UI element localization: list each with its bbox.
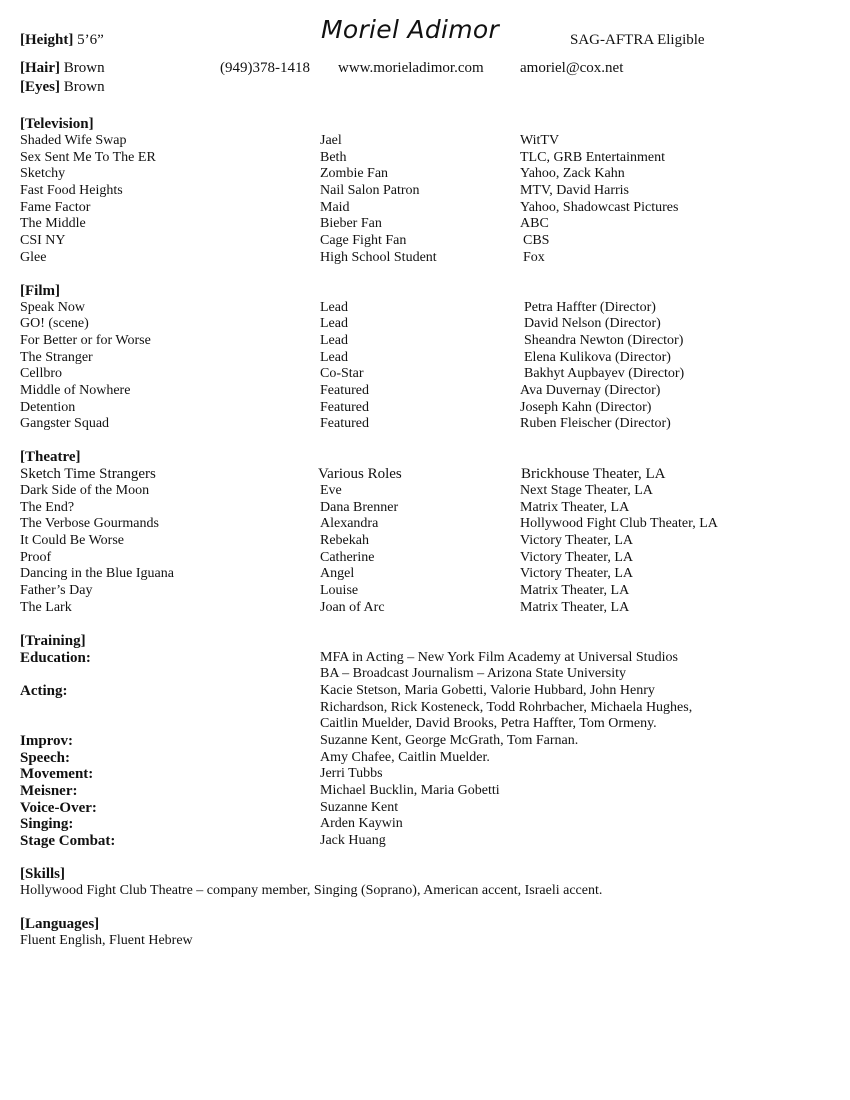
credit-title: Dark Side of the Moon — [20, 483, 150, 498]
section-title-theatre: [Theatre] — [20, 449, 81, 465]
credit-role: Lead — [320, 316, 348, 331]
credit-role: Maid — [320, 200, 350, 215]
credit-row — [0, 300, 850, 317]
credit-company: Bakhyt Aupbayev (Director) — [524, 366, 685, 381]
credit-row — [0, 583, 850, 600]
credit-row — [0, 566, 850, 583]
credit-company: Next Stage Theater, LA — [520, 483, 653, 498]
training-label-education: Education: — [20, 650, 91, 666]
training-label-acting: Acting: — [20, 683, 68, 699]
credit-title: Glee — [20, 250, 47, 265]
credit-row — [0, 250, 850, 267]
credit-company: Matrix Theater, LA — [520, 500, 630, 515]
credit-company: Hollywood Fight Club Theater, LA — [520, 516, 718, 531]
website-link[interactable]: www.morieladimor.com — [338, 60, 484, 76]
credit-company: Ava Duvernay (Director) — [520, 383, 661, 398]
credit-company: ABC — [520, 216, 549, 231]
credit-role: Lead — [320, 300, 348, 315]
credit-company: Elena Kulikova (Director) — [524, 350, 671, 365]
training-label-speech: Speech: — [20, 750, 70, 766]
credit-role: Various Roles — [318, 466, 402, 482]
credit-company: Matrix Theater, LA — [520, 600, 630, 615]
credit-company: Yahoo, Shadowcast Pictures — [520, 200, 679, 215]
eyes-label: [Eyes] — [20, 79, 60, 95]
credit-role: Bieber Fan — [320, 216, 382, 231]
credit-row — [0, 400, 850, 417]
credit-row — [0, 333, 850, 350]
credit-company: CBS — [523, 233, 550, 248]
credit-title: Speak Now — [20, 300, 85, 315]
training-value-stage-combat: Jack Huang — [320, 833, 386, 848]
hair-line — [20, 60, 105, 77]
section-title-television: [Television] — [20, 116, 94, 132]
credit-company: TLC, GRB Entertainment — [520, 150, 666, 165]
credit-title: Gangster Squad — [20, 416, 110, 431]
credit-company: Matrix Theater, LA — [520, 583, 630, 598]
credit-company: Joseph Kahn (Director) — [520, 400, 652, 415]
credit-role: Nail Salon Patron — [320, 183, 420, 198]
credit-role: Rebekah — [320, 533, 369, 548]
credit-row — [0, 516, 850, 533]
section-title-languages: [Languages] — [20, 916, 100, 932]
credit-role: Cage Fight Fan — [320, 233, 407, 248]
training-value-singing: Arden Kaywin — [320, 816, 403, 831]
training-value-education: MFA in Acting – New York Film Academy at Universal Studios — [320, 650, 678, 665]
training-label-meisner: Meisner: — [20, 783, 78, 799]
training-label-singing: Singing: — [20, 816, 74, 832]
credit-title: Sketch Time Strangers — [20, 466, 156, 482]
credit-title: The End? — [20, 500, 75, 515]
credit-role: Alexandra — [320, 516, 379, 531]
training-label-voiceover: Voice-Over: — [20, 800, 97, 816]
training-value-education: BA – Broadcast Journalism – Arizona State University — [320, 666, 627, 681]
credit-title: Detention — [20, 400, 76, 415]
credit-row — [0, 233, 850, 250]
credit-row — [0, 366, 850, 383]
training-label-improv: Improv: — [20, 733, 74, 749]
credit-row — [0, 200, 850, 217]
credit-row — [0, 533, 850, 550]
credit-title: Cellbro — [20, 366, 62, 381]
credit-title: The Verbose Gourmands — [20, 516, 159, 531]
credit-title: It Could Be Worse — [20, 533, 124, 548]
credit-title: CSI NY — [20, 233, 66, 248]
credit-company: Petra Haffter (Director) — [524, 300, 656, 315]
training-label-movement: Movement: — [20, 766, 94, 782]
height-line — [20, 32, 104, 49]
credit-company: David Nelson (Director) — [524, 316, 661, 331]
credit-role: Lead — [320, 333, 348, 348]
height-value: 5’6” — [77, 32, 104, 48]
credit-row — [0, 150, 850, 167]
credit-title: GO! (scene) — [20, 316, 89, 331]
training-value-acting: Kacie Stetson, Maria Gobetti, Valorie Hubbard, John Henry — [320, 683, 655, 698]
credit-company: WitTV — [520, 133, 560, 148]
credit-row — [0, 166, 850, 183]
credit-title: For Better or for Worse — [20, 333, 151, 348]
credit-role: Co-Star — [320, 366, 364, 381]
hair-label: [Hair] — [20, 60, 60, 76]
email-link[interactable]: amoriel@cox.net — [520, 60, 624, 76]
credit-title: The Lark — [20, 600, 72, 615]
union-status: SAG-AFTRA Eligible — [570, 32, 705, 48]
credit-role: Joan of Arc — [320, 600, 385, 615]
credit-title: Fast Food Heights — [20, 183, 123, 198]
credit-company: Brickhouse Theater, LA — [521, 466, 666, 482]
credit-row — [0, 350, 850, 367]
credit-company: Ruben Fleischer (Director) — [520, 416, 671, 431]
eyes-line — [20, 79, 105, 96]
hair-value: Brown — [63, 60, 105, 76]
training-value-voiceover: Suzanne Kent — [320, 800, 399, 815]
credit-company: Victory Theater, LA — [520, 550, 634, 565]
credit-title: Father’s Day — [20, 583, 93, 598]
credit-title: Fame Factor — [20, 200, 91, 215]
credit-row — [0, 500, 850, 517]
credit-role: Featured — [320, 416, 369, 431]
section-title-training: [Training] — [20, 633, 86, 649]
training-value-improv: Suzanne Kent, George McGrath, Tom Farnan. — [320, 733, 579, 748]
credit-title: The Middle — [20, 216, 86, 231]
training-label-stage-combat: Stage Combat: — [20, 833, 116, 849]
credit-role: Catherine — [320, 550, 375, 565]
section-title-skills: [Skills] — [20, 866, 66, 882]
credit-row — [0, 466, 850, 483]
credit-row — [0, 383, 850, 400]
credit-row — [0, 483, 850, 500]
languages-text: Fluent English, Fluent Hebrew — [20, 933, 193, 948]
credit-role: Lead — [320, 350, 348, 365]
credit-company: Victory Theater, LA — [520, 566, 634, 581]
credit-title: Sketchy — [20, 166, 66, 181]
credit-row — [0, 316, 850, 333]
credit-company: Fox — [523, 250, 545, 265]
credit-title: Shaded Wife Swap — [20, 133, 127, 148]
credit-role: Eve — [320, 483, 342, 498]
eyes-value: Brown — [63, 79, 105, 95]
credit-title: The Stranger — [20, 350, 93, 365]
training-value-acting: Caitlin Muelder, David Brooks, Petra Haffter, Tom Ormeny. — [320, 716, 657, 731]
credit-role: Angel — [320, 566, 355, 581]
credit-role: Zombie Fan — [320, 166, 389, 181]
credit-role: Dana Brenner — [320, 500, 399, 515]
credit-role: Beth — [320, 150, 347, 165]
credit-title: Middle of Nowhere — [20, 383, 131, 398]
credit-role: High School Student — [320, 250, 437, 265]
credit-company: Victory Theater, LA — [520, 533, 634, 548]
credit-row — [0, 600, 850, 617]
training-value-speech: Amy Chafee, Caitlin Muelder. — [320, 750, 490, 765]
credit-company: Sheandra Newton (Director) — [524, 333, 684, 348]
credit-role: Jael — [320, 133, 342, 148]
skills-text: Hollywood Fight Club Theatre – company member, Singing (Soprano), American accent, Israeli accent. — [20, 883, 603, 898]
credit-row — [0, 133, 850, 150]
actor-name: Moriel Adimor — [321, 15, 500, 44]
credit-row — [0, 416, 850, 433]
training-value-acting: Richardson, Rick Kosteneck, Todd Rohrbacher, Michaela Hughes, — [320, 700, 693, 715]
credit-company: Yahoo, Zack Kahn — [520, 166, 625, 181]
training-value-meisner: Michael Bucklin, Maria Gobetti — [320, 783, 500, 798]
credit-role: Louise — [320, 583, 359, 598]
training-value-movement: Jerri Tubbs — [320, 766, 383, 781]
phone-number: (949)378-1418 — [220, 60, 310, 76]
credit-title: Dancing in the Blue Iguana — [20, 566, 174, 581]
credit-title: Proof — [20, 550, 52, 565]
credit-title: Sex Sent Me To The ER — [20, 150, 156, 165]
height-label: [Height] — [20, 32, 74, 48]
credit-row — [0, 183, 850, 200]
section-title-film: [Film] — [20, 283, 60, 299]
credit-row — [0, 216, 850, 233]
credit-role: Featured — [320, 383, 369, 398]
credit-company: MTV, David Harris — [520, 183, 630, 198]
credit-role: Featured — [320, 400, 369, 415]
credit-row — [0, 550, 850, 567]
